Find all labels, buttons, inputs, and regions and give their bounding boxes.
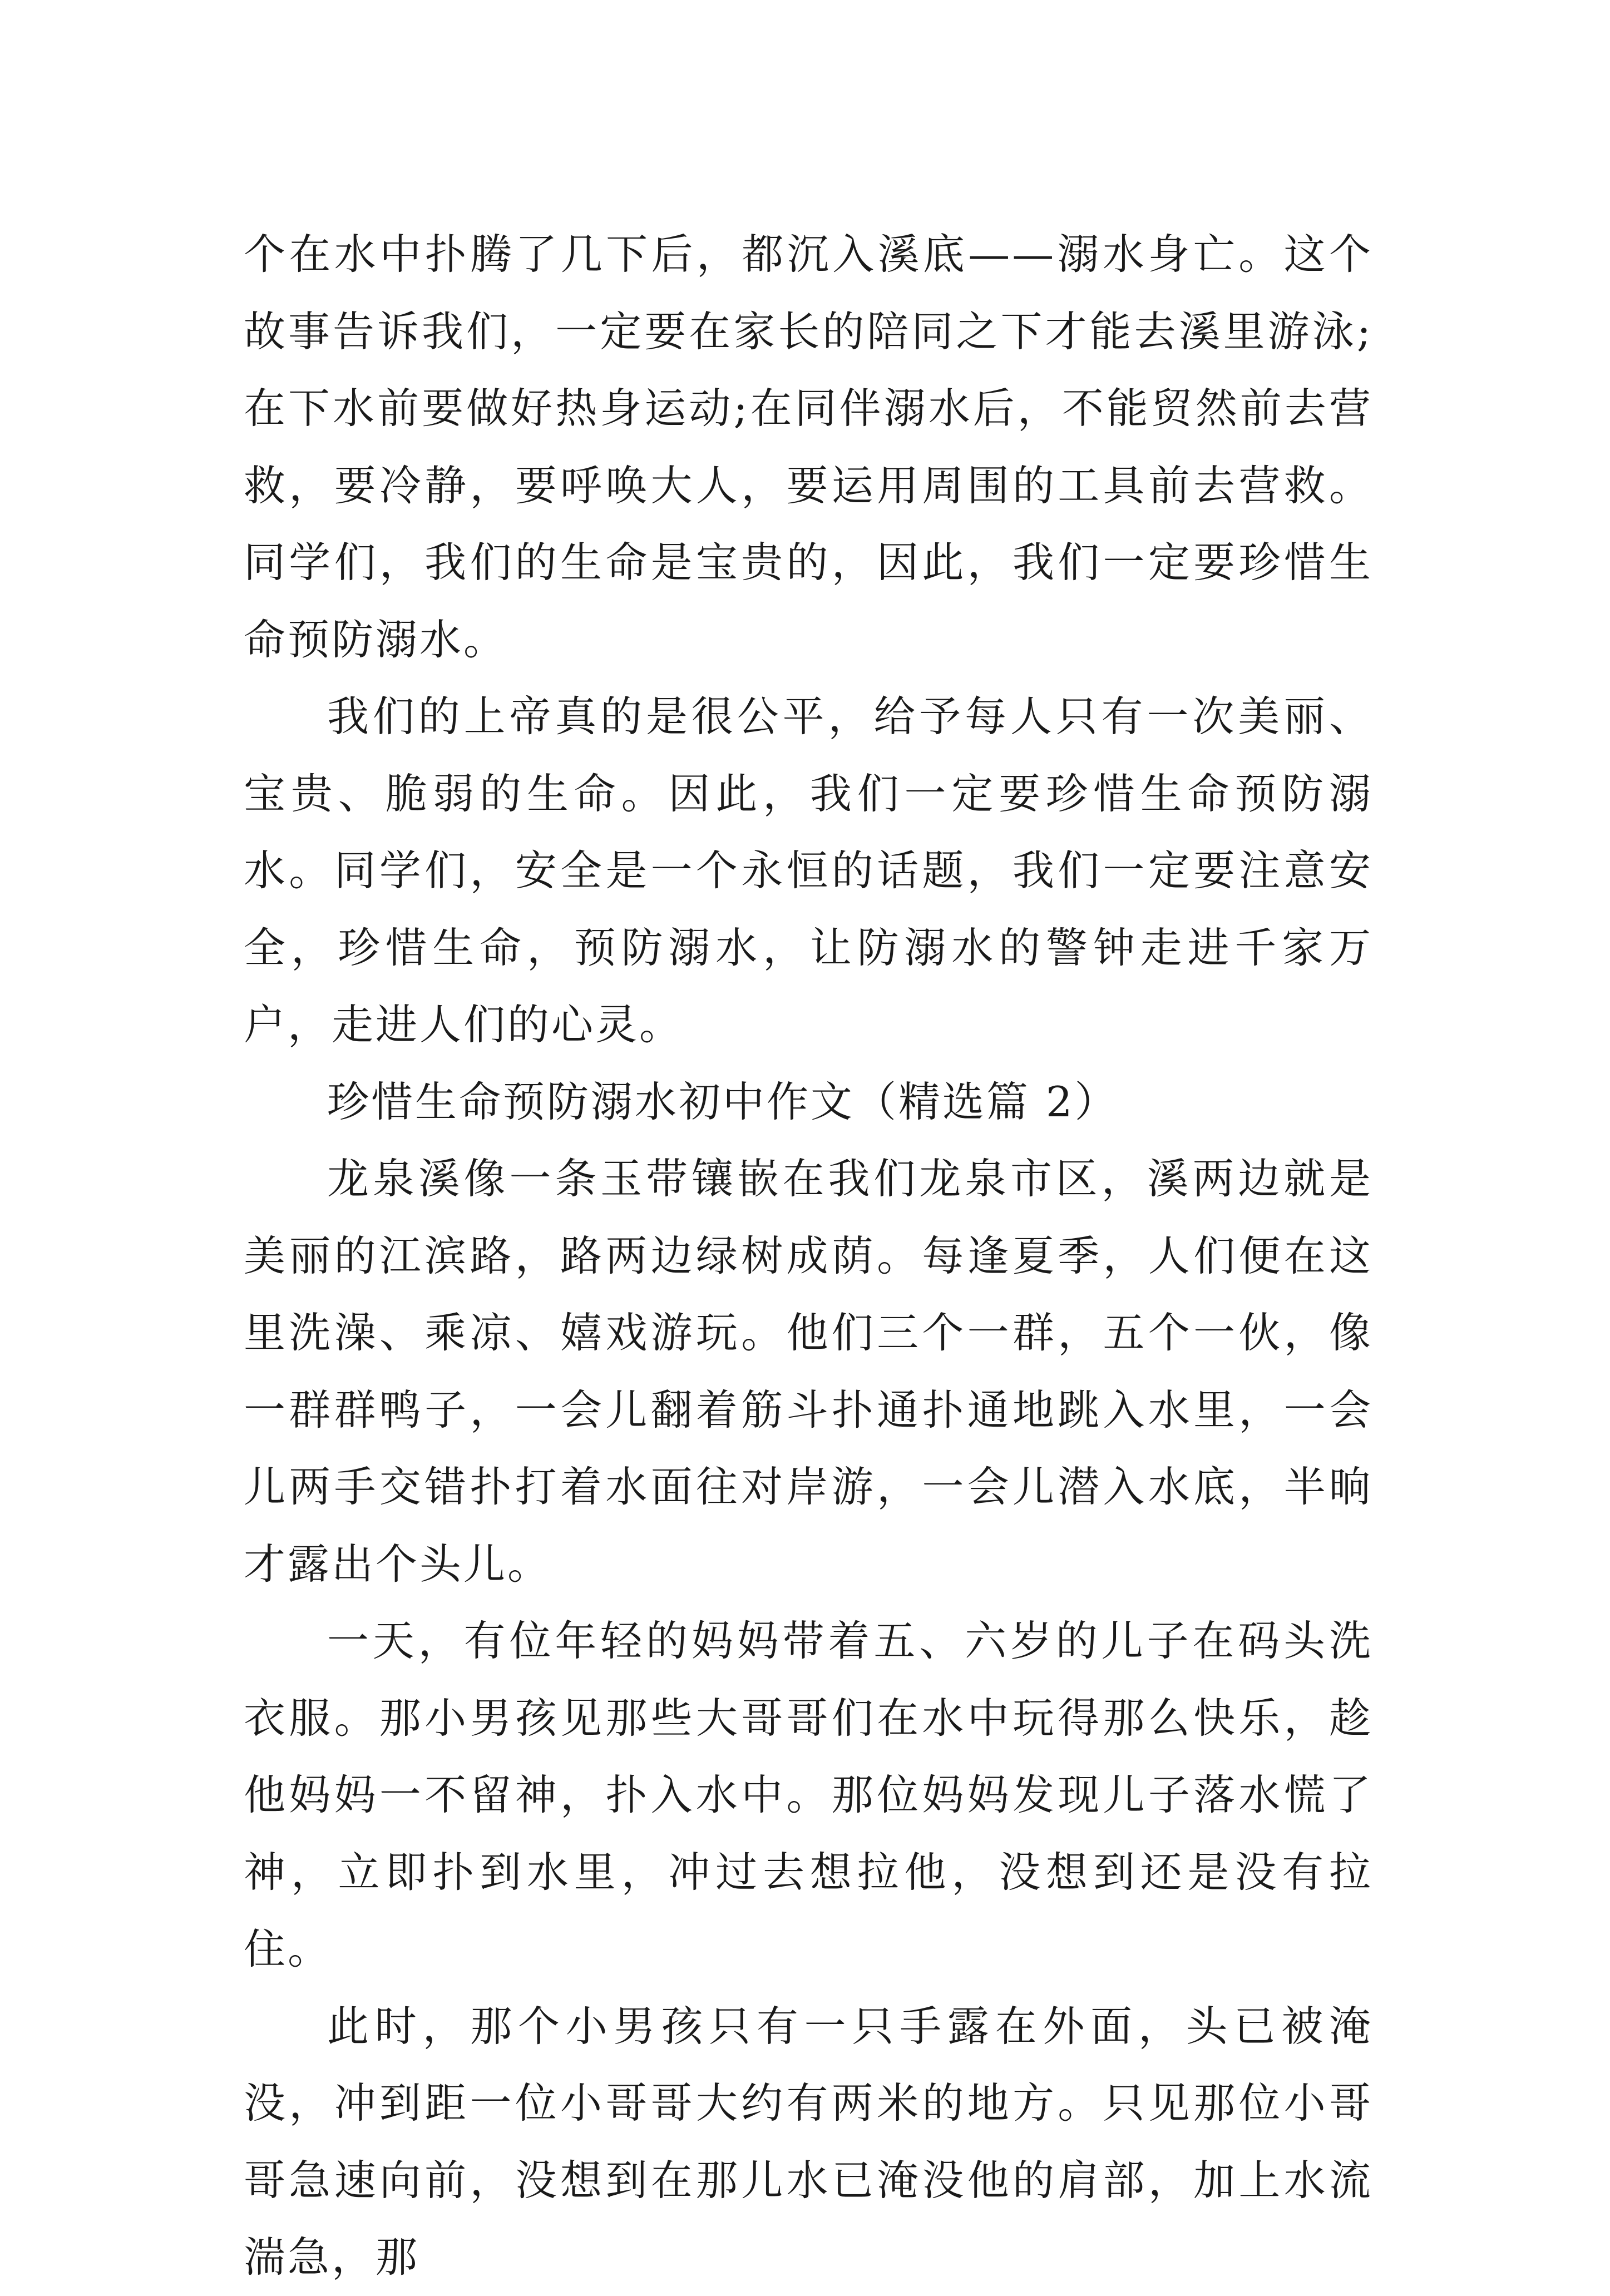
paragraph-longquan-river: 龙泉溪像一条玉带镶嵌在我们龙泉市区，溪两边就是美丽的江滨路，路两边绿树成荫。每逢夏季，人们便在这里洗澡、乘凉、嬉戏游玩。他们三个一群，五个一伙，像一群群鸭子，一会儿翻着筋斗扑通扑通地跳入水里，一会儿两手交错扑打着水面往对岸游，一会儿潜入水底，半晌才露出个头儿。 — [244, 1154, 1373, 1589]
essay-section-heading: 珍惜生命预防溺水初中作文（精选篇 2） — [327, 1077, 1119, 1126]
paragraph-mother-and-son: 一天，有位年轻的妈妈带着五、六岁的儿子在码头洗衣服。那小男孩见那些大哥哥们在水中玩得那么快乐，趁他妈妈一不留神，扑入水中。那位妈妈发现儿子落水慌了神，立即扑到水里，冲过去想拉他，没想到还是没有拉住。 — [244, 1616, 1373, 1973]
paragraph-reflection: 我们的上帝真的是很公平，给予每人只有一次美丽、宝贵、脆弱的生命。因此，我们一定要珍惜生命预防溺水。同学们，安全是一个永恒的话题，我们一定要注意安全，珍惜生命，预防溺水，让防溺水的警钟走进千家万户，走进人们的心灵。 — [244, 692, 1373, 1049]
document-body — [244, 216, 1373, 2296]
paragraph-rescue: 此时，那个小男孩只有一只手露在外面，头已被淹没，冲到距一位小哥哥大约有两米的地方。只见那位小哥哥急速向前，没想到在那儿水已淹没他的肩部，加上水流湍急，那 — [244, 2001, 1373, 2282]
paragraph-continuation: 个在水中扑腾了几下后，都沉入溪底——溺水身亡。这个故事告诉我们，一定要在家长的陪同之下才能去溪里游泳;在下水前要做好热身运动;在同伴溺水后，不能贸然前去营救，要冷静，要呼唤大人，要运用周围的工具前去营救。同学们，我们的生命是宝贵的，因此，我们一定要珍惜生命预防溺水。 — [244, 230, 1373, 664]
